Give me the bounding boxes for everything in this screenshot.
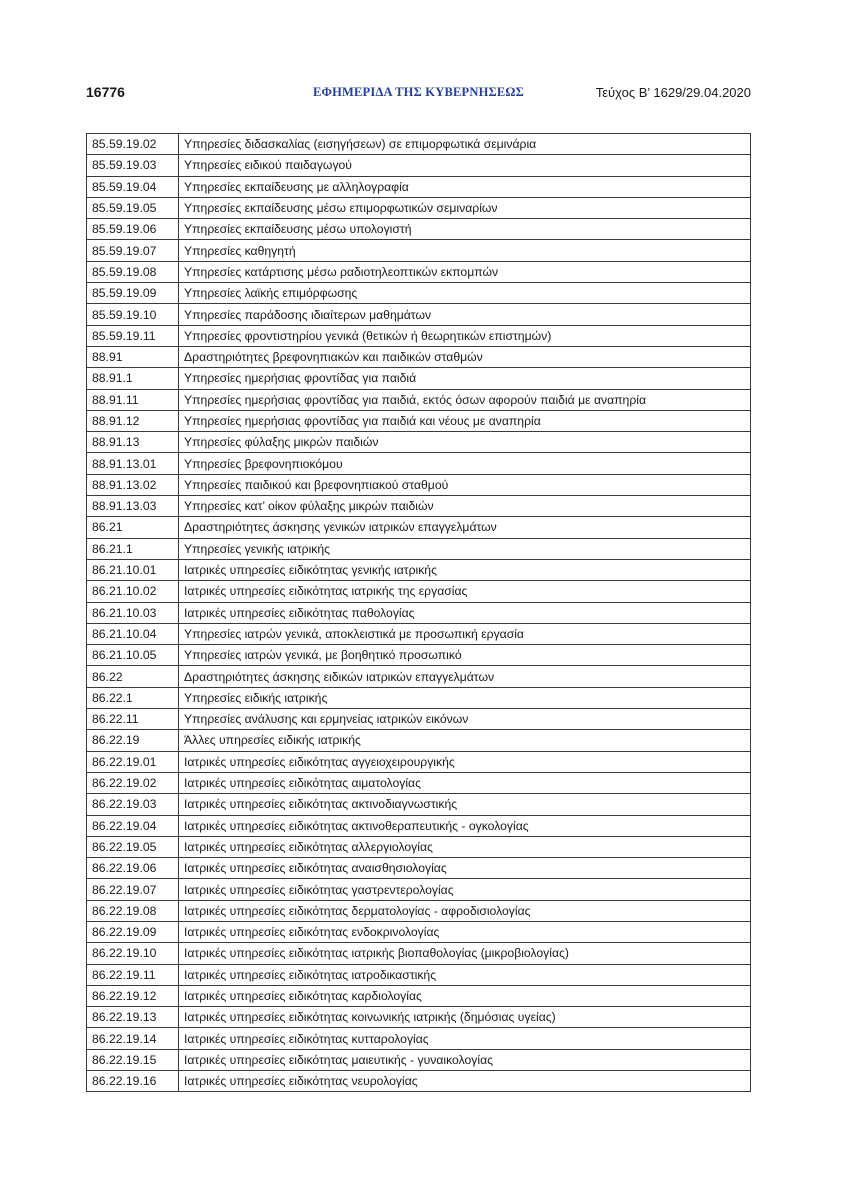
table-row <box>87 751 751 772</box>
issue-reference: Τεύχος Β’ 1629/29.04.2020 <box>595 85 751 100</box>
table-row <box>87 858 751 879</box>
activity-description-cell: Υπηρεσίες ημερήσιας φροντίδας για παιδιά <box>179 368 751 389</box>
table-row <box>87 219 751 240</box>
activity-code-cell: 86.22.19.15 <box>87 1049 179 1070</box>
table-row <box>87 794 751 815</box>
activity-code-cell: 86.22.19.09 <box>87 921 179 942</box>
activity-code-cell: 85.59.19.11 <box>87 325 179 346</box>
activity-description-cell: Υπηρεσίες εκπαίδευσης μέσω υπολογιστή <box>179 219 751 240</box>
activity-description-cell: Υπηρεσίες καθηγητή <box>179 240 751 261</box>
activity-code-cell: 86.22.19.14 <box>87 1028 179 1049</box>
activity-code-cell: 85.59.19.04 <box>87 176 179 197</box>
activity-description-cell: Υπηρεσίες εκπαίδευσης μέσω επιμορφωτικών σεμιναρίων <box>179 197 751 218</box>
activity-description-cell: Υπηρεσίες λαϊκής επιμόρφωσης <box>179 283 751 304</box>
activity-description-cell: Υπηρεσίες βρεφονηπιοκόμου <box>179 453 751 474</box>
table-row <box>87 815 751 836</box>
table-row <box>87 602 751 623</box>
activity-code-cell: 86.22.11 <box>87 709 179 730</box>
activity-description-cell: Ιατρικές υπηρεσίες ειδικότητας γενικής ιατρικής <box>179 559 751 580</box>
activity-code-cell: 88.91.13.03 <box>87 496 179 517</box>
table-row <box>87 134 751 155</box>
table-row <box>87 1007 751 1028</box>
gazette-title: ΕΦΗΜΕΡΙΔΑ ΤΗΣ ΚΥΒΕΡΝΗΣΕΩΣ <box>313 85 524 99</box>
table-row <box>87 368 751 389</box>
table-row <box>87 155 751 176</box>
activity-code-cell: 88.91.12 <box>87 410 179 431</box>
activity-code-cell: 86.21.10.03 <box>87 602 179 623</box>
activity-description-cell: Υπηρεσίες παράδοσης ιδιαίτερων μαθημάτων <box>179 304 751 325</box>
activity-description-cell: Ιατρικές υπηρεσίες ειδικότητας γαστρεντερολογίας <box>179 879 751 900</box>
activity-description-cell: Ιατρικές υπηρεσίες ειδικότητας ακτινοθεραπευτικής - ογκολογίας <box>179 815 751 836</box>
activity-description-cell: Υπηρεσίες διδασκαλίας (εισηγήσεων) σε επιμορφωτικά σεμινάρια <box>179 134 751 155</box>
activity-code-cell: 86.22.19 <box>87 730 179 751</box>
activity-code-cell: 85.59.19.06 <box>87 219 179 240</box>
activity-description-cell: Ιατρικές υπηρεσίες ειδικότητας ιατροδικαστικής <box>179 964 751 985</box>
activity-description-cell: Ιατρικές υπηρεσίες ειδικότητας ιατρικής βιοπαθολογίας (μικροβιολογίας) <box>179 943 751 964</box>
activity-code-cell: 86.22.19.05 <box>87 836 179 857</box>
activity-description-cell: Ιατρικές υπηρεσίες ειδικότητας καρδιολογίας <box>179 985 751 1006</box>
activity-description-cell: Ιατρικές υπηρεσίες ειδικότητας αλλεργιολογίας <box>179 836 751 857</box>
activity-description-cell: Υπηρεσίες γενικής ιατρικής <box>179 538 751 559</box>
activity-description-cell: Υπηρεσίες ειδικής ιατρικής <box>179 687 751 708</box>
activity-description-cell: Ιατρικές υπηρεσίες ειδικότητας κυτταρολογίας <box>179 1028 751 1049</box>
table-row <box>87 1049 751 1070</box>
activity-code-cell: 85.59.19.02 <box>87 134 179 155</box>
activity-code-cell: 88.91.1 <box>87 368 179 389</box>
table-row <box>87 261 751 282</box>
activity-description-cell: Υπηρεσίες κατάρτισης μέσω ραδιοτηλεοπτικών εκπομπών <box>179 261 751 282</box>
activity-description-cell: Υπηρεσίες ειδικού παιδαγωγού <box>179 155 751 176</box>
activity-code-cell: 85.59.19.03 <box>87 155 179 176</box>
activity-code-cell: 85.59.19.10 <box>87 304 179 325</box>
activity-code-cell: 85.59.19.07 <box>87 240 179 261</box>
activity-description-cell: Ιατρικές υπηρεσίες ειδικότητας ενδοκρινολογίας <box>179 921 751 942</box>
activity-description-cell: Ιατρικές υπηρεσίες ειδικότητας αιματολογίας <box>179 772 751 793</box>
activity-description-cell: Ιατρικές υπηρεσίες ειδικότητας ακτινοδιαγνωστικής <box>179 794 751 815</box>
table-row <box>87 964 751 985</box>
activity-code-cell: 86.22.1 <box>87 687 179 708</box>
page-number: 16776 <box>86 84 125 100</box>
activity-description-cell: Δραστηριότητες άσκησης ειδικών ιατρικών επαγγελμάτων <box>179 666 751 687</box>
activity-description-cell: Υπηρεσίες ημερήσιας φροντίδας για παιδιά, εκτός όσων αφορούν παιδιά με αναπηρία <box>179 389 751 410</box>
activity-code-cell: 86.21.10.04 <box>87 623 179 644</box>
table-row <box>87 283 751 304</box>
activity-description-cell: Ιατρικές υπηρεσίες ειδικότητας νευρολογίας <box>179 1071 751 1092</box>
table-row <box>87 559 751 580</box>
activity-description-cell: Ιατρικές υπηρεσίες ειδικότητας παθολογίας <box>179 602 751 623</box>
activity-code-cell: 85.59.19.08 <box>87 261 179 282</box>
table-row <box>87 645 751 666</box>
activity-code-cell: 88.91.13.02 <box>87 474 179 495</box>
activity-code-cell: 86.21.10.01 <box>87 559 179 580</box>
table-row <box>87 538 751 559</box>
activity-code-cell: 86.21.10.05 <box>87 645 179 666</box>
activity-description-cell: Υπηρεσίες ημερήσιας φροντίδας για παιδιά και νέους με αναπηρία <box>179 410 751 431</box>
table-row <box>87 517 751 538</box>
page-header <box>86 84 751 106</box>
activity-code-cell: 86.22.19.02 <box>87 772 179 793</box>
table-row <box>87 304 751 325</box>
table-row <box>87 836 751 857</box>
activity-description-cell: Υπηρεσίες ανάλυσης και ερμηνείας ιατρικών εικόνων <box>179 709 751 730</box>
table-row <box>87 879 751 900</box>
activity-description-cell: Δραστηριότητες βρεφονηπιακών και παιδικών σταθμών <box>179 346 751 367</box>
activity-code-cell: 86.22 <box>87 666 179 687</box>
table-row <box>87 176 751 197</box>
table-row <box>87 709 751 730</box>
activity-code-cell: 86.22.19.06 <box>87 858 179 879</box>
table-row <box>87 921 751 942</box>
activity-code-cell: 88.91.11 <box>87 389 179 410</box>
table-row <box>87 474 751 495</box>
activity-code-cell: 86.21.1 <box>87 538 179 559</box>
activity-description-cell: Υπηρεσίες φροντιστηρίου γενικά (θετικών ή θεωρητικών επιστημών) <box>179 325 751 346</box>
activity-code-cell: 85.59.19.05 <box>87 197 179 218</box>
table-row <box>87 453 751 474</box>
activity-code-cell: 85.59.19.09 <box>87 283 179 304</box>
activity-code-cell: 86.22.19.13 <box>87 1007 179 1028</box>
table-row <box>87 410 751 431</box>
activity-description-cell: Υπηρεσίες ιατρών γενικά, αποκλειστικά με προσωπική εργασία <box>179 623 751 644</box>
table-body <box>87 134 751 1092</box>
activity-description-cell: Υπηρεσίες παιδικού και βρεφονηπιακού σταθμού <box>179 474 751 495</box>
activity-description-cell: Υπηρεσίες φύλαξης μικρών παιδιών <box>179 432 751 453</box>
table-row <box>87 985 751 1006</box>
table-row <box>87 666 751 687</box>
activity-code-cell: 86.22.19.07 <box>87 879 179 900</box>
table-row <box>87 496 751 517</box>
table-row <box>87 346 751 367</box>
activity-description-cell: Δραστηριότητες άσκησης γενικών ιατρικών επαγγελμάτων <box>179 517 751 538</box>
activity-description-cell: Ιατρικές υπηρεσίες ειδικότητας κοινωνικής ιατρικής (δημόσιας υγείας) <box>179 1007 751 1028</box>
activity-code-cell: 86.21 <box>87 517 179 538</box>
table-row <box>87 1071 751 1092</box>
activity-description-cell: Υπηρεσίες εκπαίδευσης με αλληλογραφία <box>179 176 751 197</box>
table-row <box>87 581 751 602</box>
activity-description-cell: Υπηρεσίες ιατρών γενικά, με βοηθητικό προσωπικό <box>179 645 751 666</box>
activity-code-cell: 86.22.19.08 <box>87 900 179 921</box>
table-row <box>87 1028 751 1049</box>
table-row <box>87 687 751 708</box>
table-row <box>87 389 751 410</box>
activity-code-cell: 86.22.19.04 <box>87 815 179 836</box>
table-row <box>87 772 751 793</box>
table-row <box>87 623 751 644</box>
activity-code-cell: 86.22.19.01 <box>87 751 179 772</box>
activity-code-cell: 86.22.19.12 <box>87 985 179 1006</box>
activity-code-cell: 86.22.19.11 <box>87 964 179 985</box>
activity-description-cell: Ιατρικές υπηρεσίες ειδικότητας δερματολογίας - αφροδισιολογίας <box>179 900 751 921</box>
activity-code-cell: 88.91.13 <box>87 432 179 453</box>
table-row <box>87 730 751 751</box>
table-row <box>87 943 751 964</box>
activity-code-cell: 88.91 <box>87 346 179 367</box>
activity-codes-table <box>86 133 751 1092</box>
activity-description-cell: Ιατρικές υπηρεσίες ειδικότητας μαιευτικής - γυναικολογίας <box>179 1049 751 1070</box>
activity-code-cell: 86.22.19.16 <box>87 1071 179 1092</box>
table-row <box>87 900 751 921</box>
table-row <box>87 240 751 261</box>
table-row <box>87 325 751 346</box>
activity-description-cell: Ιατρικές υπηρεσίες ειδικότητας αγγειοχειρουργικής <box>179 751 751 772</box>
activity-description-cell: Ιατρικές υπηρεσίες ειδικότητας αναισθησιολογίας <box>179 858 751 879</box>
activity-description-cell: Άλλες υπηρεσίες ειδικής ιατρικής <box>179 730 751 751</box>
activity-description-cell: Υπηρεσίες κατ’ οίκον φύλαξης μικρών παιδιών <box>179 496 751 517</box>
activity-code-cell: 86.22.19.10 <box>87 943 179 964</box>
table-row <box>87 197 751 218</box>
activity-description-cell: Ιατρικές υπηρεσίες ειδικότητας ιατρικής της εργασίας <box>179 581 751 602</box>
activity-code-cell: 86.22.19.03 <box>87 794 179 815</box>
activity-code-cell: 88.91.13.01 <box>87 453 179 474</box>
table-row <box>87 432 751 453</box>
activity-code-cell: 86.21.10.02 <box>87 581 179 602</box>
